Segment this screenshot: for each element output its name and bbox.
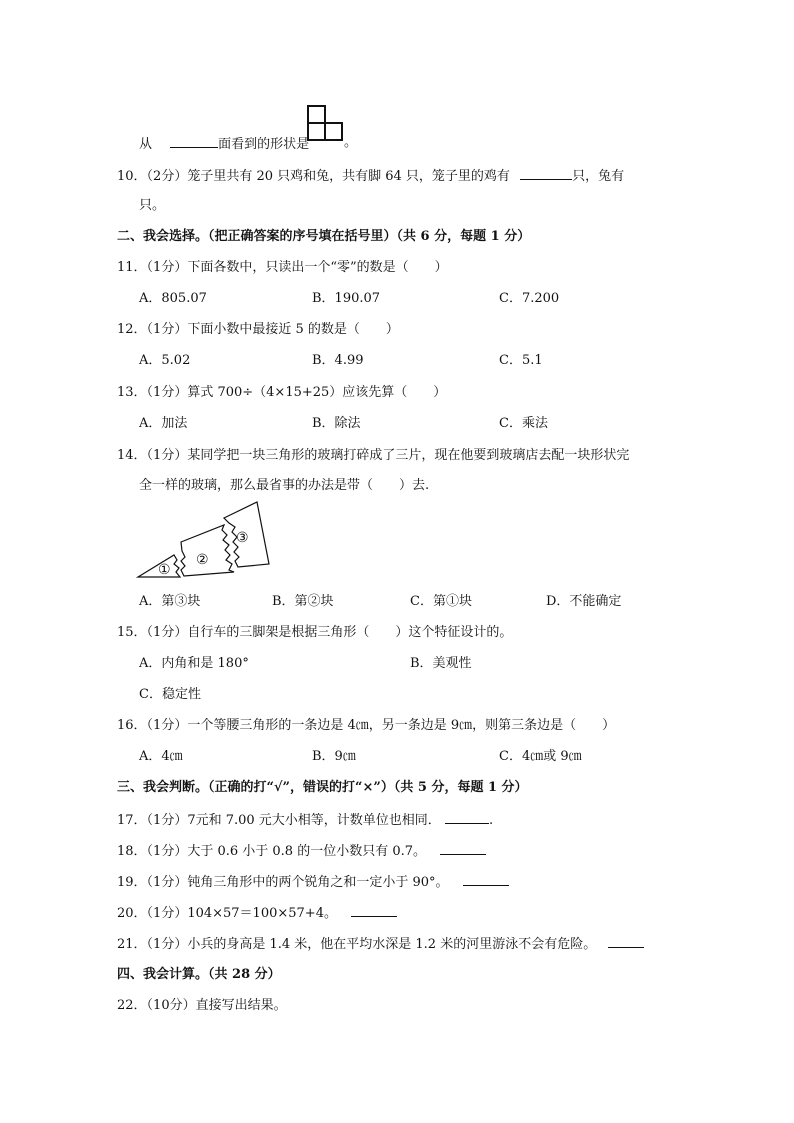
q13-option-a[interactable]: A．加法 (139, 416, 188, 431)
q16-stem: 16．（1分）一个等腰三角形的一条边是 4㎝，另一条边是 9㎝，则第三条边是（ ） (117, 718, 616, 733)
q14-line2: 全一样的玻璃，那么最省事的办法是带（ ）去. (139, 478, 430, 493)
q9-middle: 面看到的形状是 (218, 137, 310, 152)
q11-option-c[interactable]: C．7.200 (499, 291, 560, 306)
q14-line1: 14．（1分）某同学把一块三角形的玻璃打碎成了三片，现在他要到玻璃店去配一块形状完 (117, 448, 630, 463)
q11-stem: 11．（1分）下面各数中，只读出一个“零”的数是（ ） (117, 260, 448, 275)
q17-end: . (488, 813, 494, 828)
q16-option-a[interactable]: A．4㎝ (139, 749, 183, 764)
q17-answer-blank[interactable] (445, 810, 489, 824)
section3-title: 三、我会判断。（正确的打“√”，错误的打“×”）（共 5 分，每题 1 分） (117, 780, 528, 795)
q9-answer-blank[interactable] (170, 134, 218, 148)
q10-line2: 只。 (139, 198, 166, 213)
q18-answer-blank[interactable] (440, 841, 486, 855)
q19-line (117, 872, 509, 892)
cube-view-shape (306, 104, 346, 142)
q17-stem: 17．（1分）7元和 7.00 元大小相等，计数单位也相同． (117, 813, 441, 828)
cube-view-square-top (308, 106, 325, 123)
q18-stem: 18．（1分）大于 0.6 小于 0.8 的一位小数只有 0.7。 (117, 844, 426, 859)
q15-option-b[interactable]: B．美观性 (410, 656, 472, 671)
q10-text-b: 只，兔有 (572, 169, 625, 184)
q10-chicken-blank[interactable] (520, 166, 572, 180)
q14-option-a[interactable]: A．第③块 (139, 594, 201, 609)
q16-option-b[interactable]: B．9㎝ (312, 749, 356, 764)
q20-stem: 20．（1分）104×57＝100×57+4。 (117, 906, 337, 921)
q12-option-a[interactable]: A．5.02 (139, 353, 191, 368)
q14-option-c[interactable]: C．第①块 (410, 594, 472, 609)
q16-option-c[interactable]: C．4㎝或 9㎝ (499, 749, 582, 764)
q21-stem: 21．（1分）小兵的身高是 1.4 米，他在平均水深是 1.2 米的河里游泳不会有危险。 (117, 937, 597, 952)
q19-answer-blank[interactable] (463, 872, 509, 886)
q13-option-c[interactable]: C．乘法 (499, 416, 548, 431)
q15-stem: 15．（1分）自行车的三脚架是根据三角形（ ）这个特征设计的。 (117, 625, 513, 640)
q13-stem: 13．（1分）算式 700÷（4×15+25）应该先算（ ） (117, 385, 447, 400)
glass-piece-1-label: ① (158, 562, 171, 578)
section2-title: 二、我会选择。（把正确答案的序号填在括号里）（共 6 分，每题 1 分） (117, 229, 531, 244)
q11-option-b[interactable]: B．190.07 (312, 291, 381, 306)
q18-line (117, 841, 486, 861)
q12-option-c[interactable]: C．5.1 (499, 353, 543, 368)
q9-line (139, 134, 309, 154)
q21-line (117, 934, 644, 954)
q10-text-a: 10．（2分）笼子里共有 20 只鸡和兔，共有脚 64 只，笼子里的鸡有 (117, 169, 510, 184)
q12-option-b[interactable]: B．4.99 (312, 353, 364, 368)
q17-line (117, 810, 493, 830)
q10-line1 (117, 166, 624, 186)
q19-stem: 19．（1分）钝角三角形中的两个锐角之和一定小于 90°。 (117, 875, 449, 890)
q12-stem: 12．（1分）下面小数中最接近 5 的数是（ ） (117, 322, 399, 337)
q21-answer-blank[interactable] (608, 934, 644, 948)
q14-option-b[interactable]: B．第②块 (272, 594, 334, 609)
q22-stem: 22．（10分）直接写出结果。 (117, 998, 287, 1013)
q15-option-c[interactable]: C．稳定性 (139, 687, 201, 702)
section4-title: 四、我会计算。（共 28 分） (117, 967, 281, 982)
glass-piece-2-label: ② (196, 552, 209, 568)
q11-option-a[interactable]: A．805.07 (139, 291, 207, 306)
q20-answer-blank[interactable] (351, 903, 397, 917)
cube-view-square-bottom-left (308, 123, 325, 140)
glass-piece-3-label: ③ (236, 530, 249, 546)
cube-view-square-bottom-right (325, 123, 342, 140)
q20-line (117, 903, 397, 923)
q13-option-b[interactable]: B．除法 (312, 416, 361, 431)
q9-suffix: 。 (344, 135, 358, 150)
q15-option-a[interactable]: A．内角和是 180° (139, 656, 249, 671)
q14-option-d[interactable]: D．不能确定 (546, 594, 622, 609)
q9-prefix: 从 (139, 137, 153, 152)
